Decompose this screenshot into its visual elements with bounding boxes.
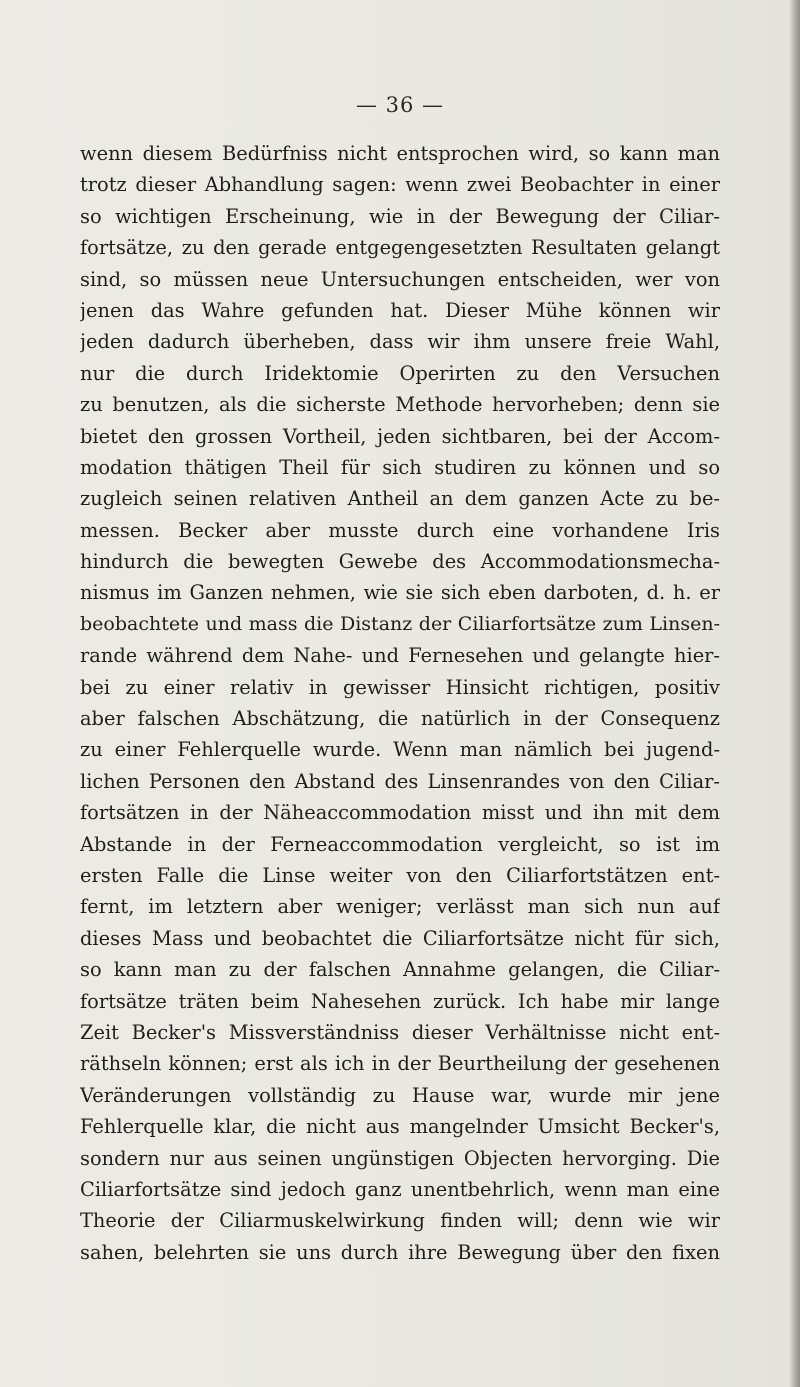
text-line: fernt, im letztern aber weniger; verlässt man sich nun auf xyxy=(80,895,720,919)
text-line: Fehlerquelle klar, die nicht aus mangelnder Umsicht Becker's, xyxy=(80,1115,720,1139)
text-line: sind, so müssen neue Untersuchungen entscheiden, wer von xyxy=(80,267,720,291)
text-line: so kann man zu der falschen Annahme gelangen, die Ciliar- xyxy=(80,958,720,982)
text-line: messen. Becker aber musste durch eine vorhandene Iris xyxy=(80,518,720,542)
text-line: nismus im Ganzen nehmen, wie sie sich eben darboten, d. h. er xyxy=(80,581,720,605)
body-text xyxy=(80,138,720,1268)
text-line: hindurch die bewegten Gewebe des Accommodationsmecha- xyxy=(80,550,720,574)
text-line: Zeit Becker's Missverständniss dieser Verhältnisse nicht ent- xyxy=(80,1020,720,1044)
text-line: jenen das Wahre gefunden hat. Dieser Mühe können wir xyxy=(80,298,720,322)
text-line: Abstande in der Ferneaccommodation vergleicht, so ist im xyxy=(80,832,720,856)
text-line: zu benutzen, als die sicherste Methode hervorheben; denn sie xyxy=(80,393,720,417)
page-edge-shadow xyxy=(790,0,800,1387)
text-line: Theorie der Ciliarmuskelwirkung finden will; denn wie wir xyxy=(80,1209,720,1233)
text-line: räthseln können; erst als ich in der Beurtheilung der gesehenen xyxy=(80,1052,720,1076)
page-number: — 36 — xyxy=(355,93,445,117)
text-line: beobachtete und mass die Distanz der Ciliarfortsätze zum Linsen- xyxy=(80,612,720,635)
text-line: so wichtigen Erscheinung, wie in der Bewegung der Ciliar- xyxy=(80,204,720,228)
text-line: jeden dadurch überheben, dass wir ihm unsere freie Wahl, xyxy=(80,330,720,354)
text-line: ersten Falle die Linse weiter von den Ciliarfortstätzen ent- xyxy=(80,863,720,887)
text-line: trotz dieser Abhandlung sagen: wenn zwei Beobachter in einer xyxy=(80,173,720,197)
text-line: fortsätzen in der Näheaccommodation misst und ihn mit dem xyxy=(80,801,720,825)
text-line: Veränderungen vollständig zu Hause war, wurde mir jene xyxy=(80,1083,720,1107)
text-line: sahen, belehrten sie uns durch ihre Bewegung über den fixen xyxy=(80,1240,720,1264)
text-line: dieses Mass und beobachtet die Ciliarfortsätze nicht für sich, xyxy=(80,926,720,950)
text-line: aber falschen Abschätzung, die natürlich in der Consequenz xyxy=(80,707,720,731)
text-line: lichen Personen den Abstand des Linsenrandes von den Ciliar- xyxy=(80,769,720,793)
text-line: modation thätigen Theil für sich studiren zu können und so xyxy=(80,455,720,479)
text-line: Ciliarfortsätze sind jedoch ganz unentbehrlich, wenn man eine xyxy=(80,1177,720,1201)
text-line: nur die durch Iridektomie Operirten zu den Versuchen xyxy=(80,361,720,385)
text-line: sondern nur aus seinen ungünstigen Objecten hervorging. Die xyxy=(80,1146,720,1170)
text-line: zugleich seinen relativen Antheil an dem ganzen Acte zu be- xyxy=(80,487,720,511)
text-line: zu einer Fehlerquelle wurde. Wenn man nämlich bei jugend- xyxy=(80,738,720,762)
text-line: fortsätze träten beim Nahesehen zurück. Ich habe mir lange xyxy=(80,989,720,1013)
text-line: bietet den grossen Vortheil, jeden sichtbaren, bei der Accom- xyxy=(80,424,720,448)
text-line: wenn diesem Bedürfniss nicht entsprochen wird, so kann man xyxy=(80,142,720,165)
text-line: fortsätze, zu den gerade entgegengesetzten Resultaten gelangt xyxy=(80,236,720,260)
text-line: rande während dem Nahe- und Fernesehen und gelangte hier- xyxy=(80,644,720,668)
text-line: bei zu einer relativ in gewisser Hinsicht richtigen, positiv xyxy=(80,675,720,699)
